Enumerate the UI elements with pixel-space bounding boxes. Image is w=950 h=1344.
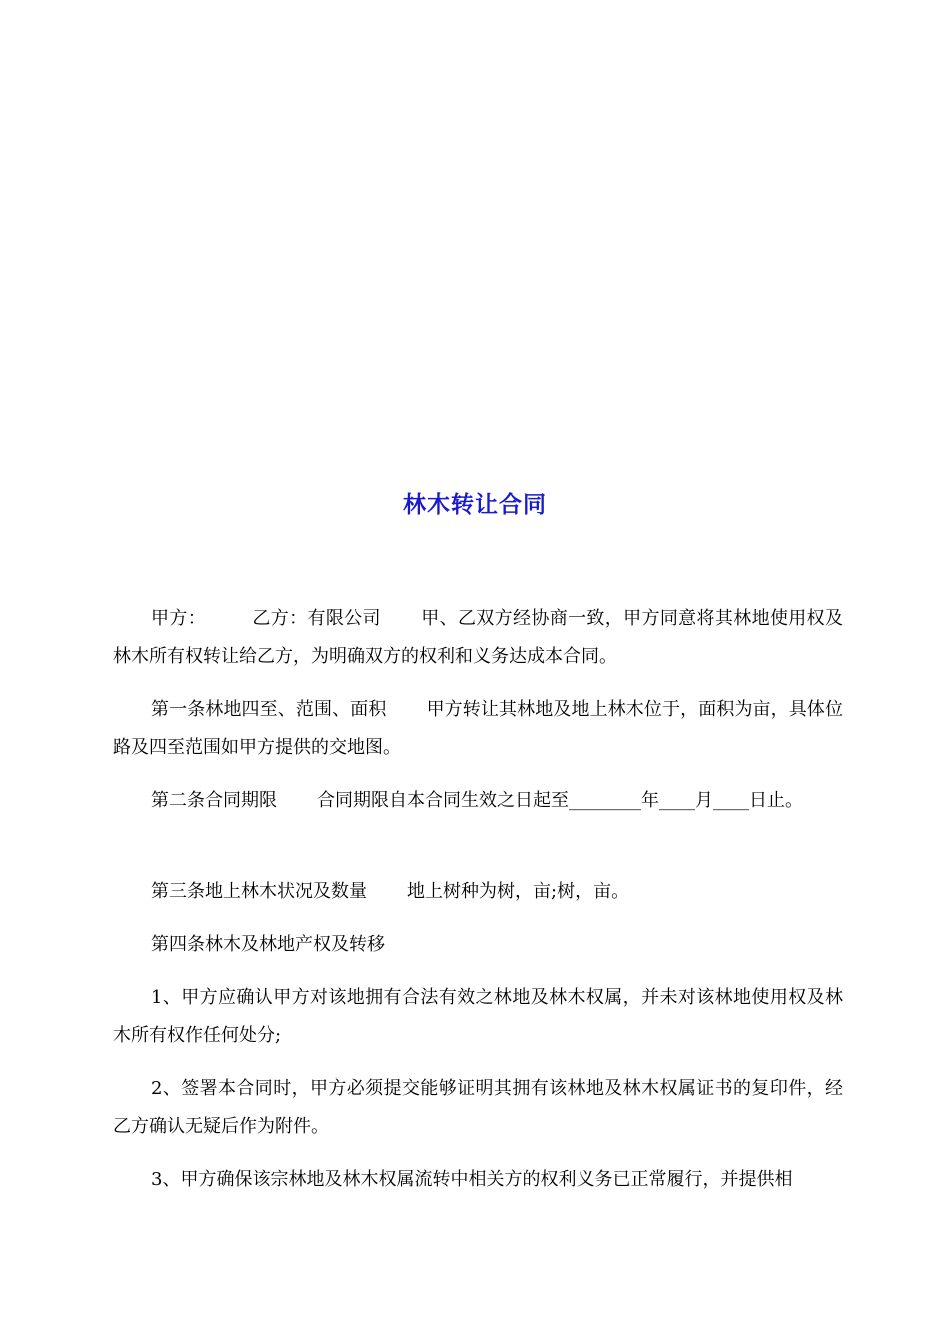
document-body: [113, 600, 843, 1199]
paragraph-clause-3: [113, 1161, 843, 1199]
paragraph-article-1: [113, 691, 843, 767]
clause-1-text: 1、甲方应确认甲方对该地拥有合法有效之林地及林木权属，并未对该林地使用权及林木所有权作任何处分;: [113, 987, 843, 1046]
document-title: 林木转让合同: [403, 492, 547, 518]
paragraph-article-3: [113, 873, 843, 911]
paragraph-clause-2: [113, 1070, 843, 1146]
article-1-heading: 第一条林地四至、范围、面积: [151, 699, 387, 720]
preamble-text: 甲、乙双方经协商一致，甲方同意将其林地使用权及林木所有权转让给乙方，为明确双方的权利和义务达成本合同。: [113, 608, 844, 667]
article-2-text: 合同期限自本合同生效之日起至________年____月____日止。: [317, 790, 803, 811]
clause-2-text: 2、签署本合同时，甲方必须提交能够证明其拥有该林地及林木权属证书的复印件，经乙方确认无疑后作为附件。: [113, 1078, 843, 1137]
clause-3-text: 3、甲方确保该宗林地及林木权属流转中相关方的权利义务已正常履行，并提供相: [151, 1169, 793, 1190]
party-b-label: 乙方：有限公司: [252, 608, 381, 629]
article-3-text: 地上树种为树，亩;树，亩。: [407, 881, 630, 902]
paragraph-article-4: [113, 926, 843, 964]
article-2-heading: 第二条合同期限: [151, 790, 277, 811]
article-4-heading: 第四条林木及林地产权及转移: [151, 934, 385, 955]
paragraph-parties: [113, 600, 843, 676]
article-1-text: 甲方转让其林地及地上林木位于，面积为亩，具体位路及四至范围如甲方提供的交地图。: [113, 699, 844, 758]
paragraph-article-2: [113, 782, 843, 820]
paragraph-clause-1: [113, 979, 843, 1055]
party-a-label: 甲方：: [151, 608, 207, 629]
article-3-heading: 第三条地上林木状况及数量: [151, 881, 367, 902]
